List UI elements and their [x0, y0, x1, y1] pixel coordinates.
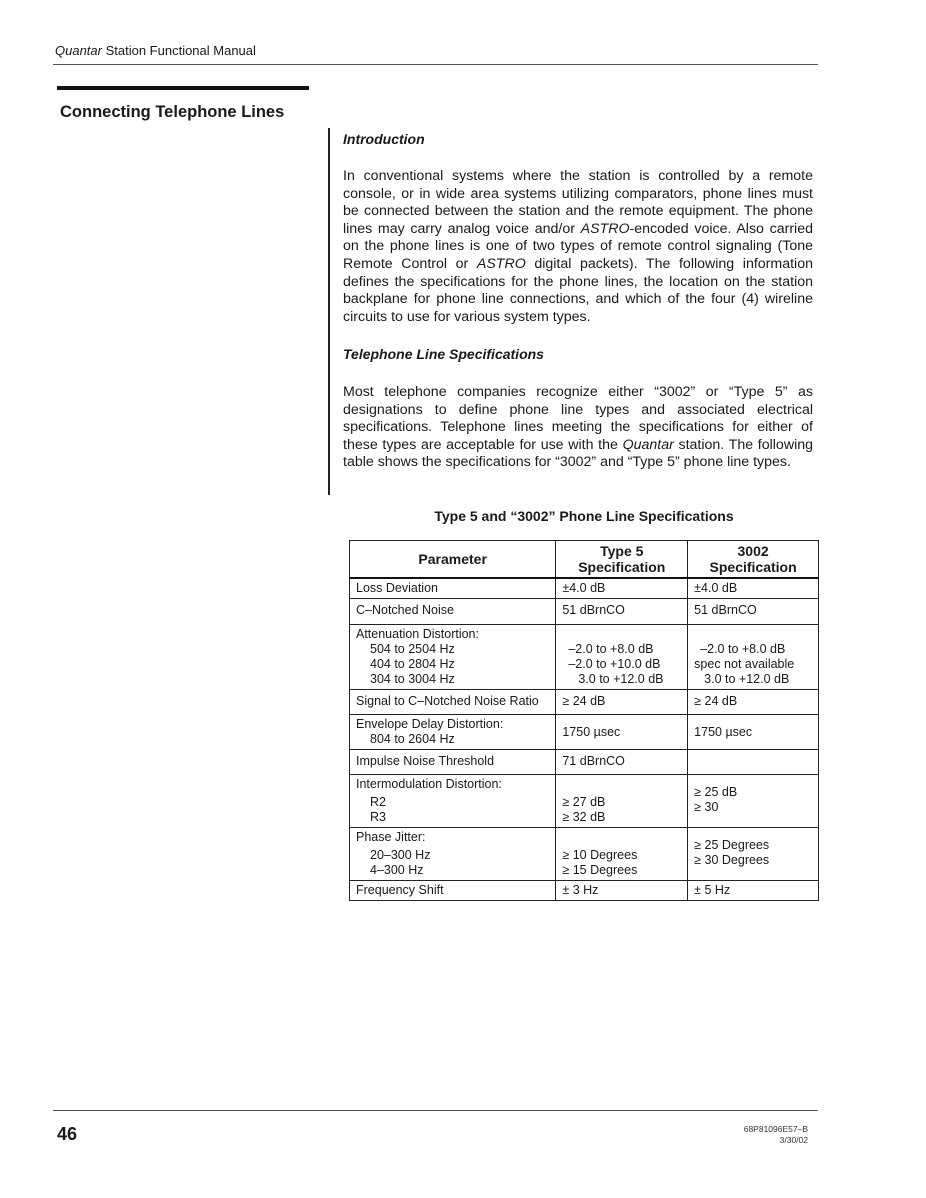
- tel-specs-heading: [343, 346, 813, 364]
- intro-text-1: In conventional systems where the station is controlled by a remote console, or in wide area systems utilizing comparators, phone lines must be connected between the station and the remote equipment. The phone lines may carry analog voice and/or: [343, 168, 813, 237]
- value-sub: 3.0 to +12.0 dB: [578, 672, 664, 686]
- col-header-3002: [688, 541, 819, 579]
- cell-param: Impulse Noise Threshold: [350, 750, 556, 775]
- introduction-paragraph: [343, 168, 813, 326]
- param-label: Attenuation Distortion:: [356, 627, 479, 641]
- value-sub: ≥ 25 dB: [694, 785, 738, 799]
- page-number: 46: [57, 1124, 78, 1144]
- value-sub: ≥ 15 Degrees: [562, 863, 638, 877]
- table-row: [350, 715, 819, 750]
- header-title: Station Functional Manual: [101, 43, 256, 58]
- tel-specs-paragraph: [343, 384, 813, 472]
- cell-3002: ± 5 Hz: [688, 881, 819, 901]
- cell-type5: [556, 828, 688, 881]
- table-row: [350, 578, 819, 599]
- table-row: [350, 828, 819, 881]
- cell-param: [350, 775, 556, 828]
- col-3002-line1: 3002: [737, 543, 769, 559]
- cell-3002: [688, 775, 819, 828]
- table-row: [350, 750, 819, 775]
- param-sub: 804 to 2604 Hz: [370, 732, 455, 746]
- param-sub: 4–300 Hz: [370, 863, 424, 877]
- value-sub: ≥ 27 dB: [562, 795, 606, 809]
- table-caption: Type 5 and “3002” Phone Line Specifications: [434, 508, 734, 524]
- table-row: [350, 881, 819, 901]
- value-sub: –2.0 to +8.0 dB: [700, 642, 786, 656]
- cell-param: [350, 715, 556, 750]
- intro-text-2: -encoded voice. Also carried on the phone lines is one of two types of remote control signaling (Tone Remote Control or: [343, 220, 813, 272]
- value-sub: ≥ 30 Degrees: [694, 853, 770, 867]
- value-sub: ≥ 10 Degrees: [562, 848, 638, 862]
- param-label: Phase Jitter:: [356, 830, 426, 844]
- table-row: [350, 775, 819, 828]
- doc-date: 3/30/02: [779, 1135, 808, 1145]
- intro-astro-1: ASTRO: [580, 220, 630, 237]
- section-bar: [57, 86, 309, 90]
- doc-number: 68P81096E57–B: [743, 1124, 808, 1134]
- cell-type5: 51 dBrnCO: [556, 599, 688, 625]
- cell-3002: [688, 625, 819, 690]
- intro-astro-2: ASTRO: [476, 255, 526, 272]
- cell-type5: ±4.0 dB: [556, 578, 688, 599]
- cell-type5: ≥ 24 dB: [556, 690, 688, 715]
- cell-type5: 71 dBrnCO: [556, 750, 688, 775]
- param-sub: R2: [370, 795, 386, 809]
- param-label: Intermodulation Distortion:: [356, 777, 502, 791]
- col-type5-line1: Type 5: [600, 543, 644, 559]
- cell-3002: [688, 828, 819, 881]
- spec-table: [349, 540, 819, 901]
- section-title: Connecting Telephone Lines: [60, 103, 285, 121]
- cell-3002: 51 dBrnCO: [688, 599, 819, 625]
- cell-param: Frequency Shift: [350, 881, 556, 901]
- cell-type5: ± 3 Hz: [556, 881, 688, 901]
- tel-text-2: station. The following table shows the specifications for “3002” and “Type 5” phone line types.: [343, 436, 813, 471]
- col-header-type5: [556, 541, 688, 579]
- cell-param: [350, 625, 556, 690]
- document-code: [744, 1124, 808, 1146]
- cell-3002: [688, 750, 819, 775]
- cell-3002: ≥ 24 dB: [688, 690, 819, 715]
- margin-rule: [328, 128, 330, 495]
- tel-specs-heading-text: Telephone Line Specifications: [343, 346, 544, 362]
- col-header-parameter: Parameter: [350, 541, 556, 579]
- cell-type5: [556, 625, 688, 690]
- table-row: [350, 599, 819, 625]
- tel-text-1: Most telephone companies recognize either “3002” or “Type 5” as designations to define phone line types and associated electrical specifications. Telephone lines meeting the specifications for either of these types are acceptable for use with the: [343, 384, 813, 453]
- value-sub: –2.0 to +10.0 dB: [568, 657, 661, 671]
- cell-param: Loss Deviation: [350, 578, 556, 599]
- cell-type5: [556, 775, 688, 828]
- cell-param: C–Notched Noise: [350, 599, 556, 625]
- value-sub: ≥ 30: [694, 800, 719, 814]
- value-sub: spec not available: [694, 657, 795, 671]
- tel-quantar: Quantar: [622, 436, 674, 453]
- value-sub: 3.0 to +12.0 dB: [704, 672, 790, 686]
- introduction-heading-text: Introduction: [343, 131, 425, 147]
- cell-type5: 1750 µsec: [556, 715, 688, 750]
- introduction-heading: [343, 131, 813, 149]
- cell-3002: ±4.0 dB: [688, 578, 819, 599]
- value-sub: ≥ 25 Degrees: [694, 838, 770, 852]
- cell-param: [350, 828, 556, 881]
- param-sub: R3: [370, 810, 386, 824]
- cell-3002: 1750 µsec: [688, 715, 819, 750]
- param-sub: 20–300 Hz: [370, 848, 431, 862]
- footer-rule: [53, 1110, 818, 1111]
- param-label: Envelope Delay Distortion:: [356, 717, 504, 731]
- table-row: [350, 690, 819, 715]
- running-header: [55, 43, 256, 58]
- param-sub: 304 to 3004 Hz: [370, 672, 455, 686]
- value-sub: –2.0 to +8.0 dB: [568, 642, 654, 656]
- header-rule: [53, 64, 818, 65]
- table-header-row: [350, 541, 819, 579]
- col-3002-line2: Specification: [709, 559, 797, 575]
- param-sub: 404 to 2804 Hz: [370, 657, 455, 671]
- cell-param: Signal to C–Notched Noise Ratio: [350, 690, 556, 715]
- header-product: Quantar: [55, 43, 102, 58]
- value-sub: ≥ 32 dB: [562, 810, 606, 824]
- table-row: [350, 625, 819, 690]
- param-sub: 504 to 2504 Hz: [370, 642, 455, 656]
- intro-text-3: digital packets). The following information defines the specifications for the phone lines, the location on the station backplane for phone line connections, and which of the four (4) wireline circuits to use for various system types.: [343, 255, 813, 325]
- col-type5-line2: Specification: [578, 559, 666, 575]
